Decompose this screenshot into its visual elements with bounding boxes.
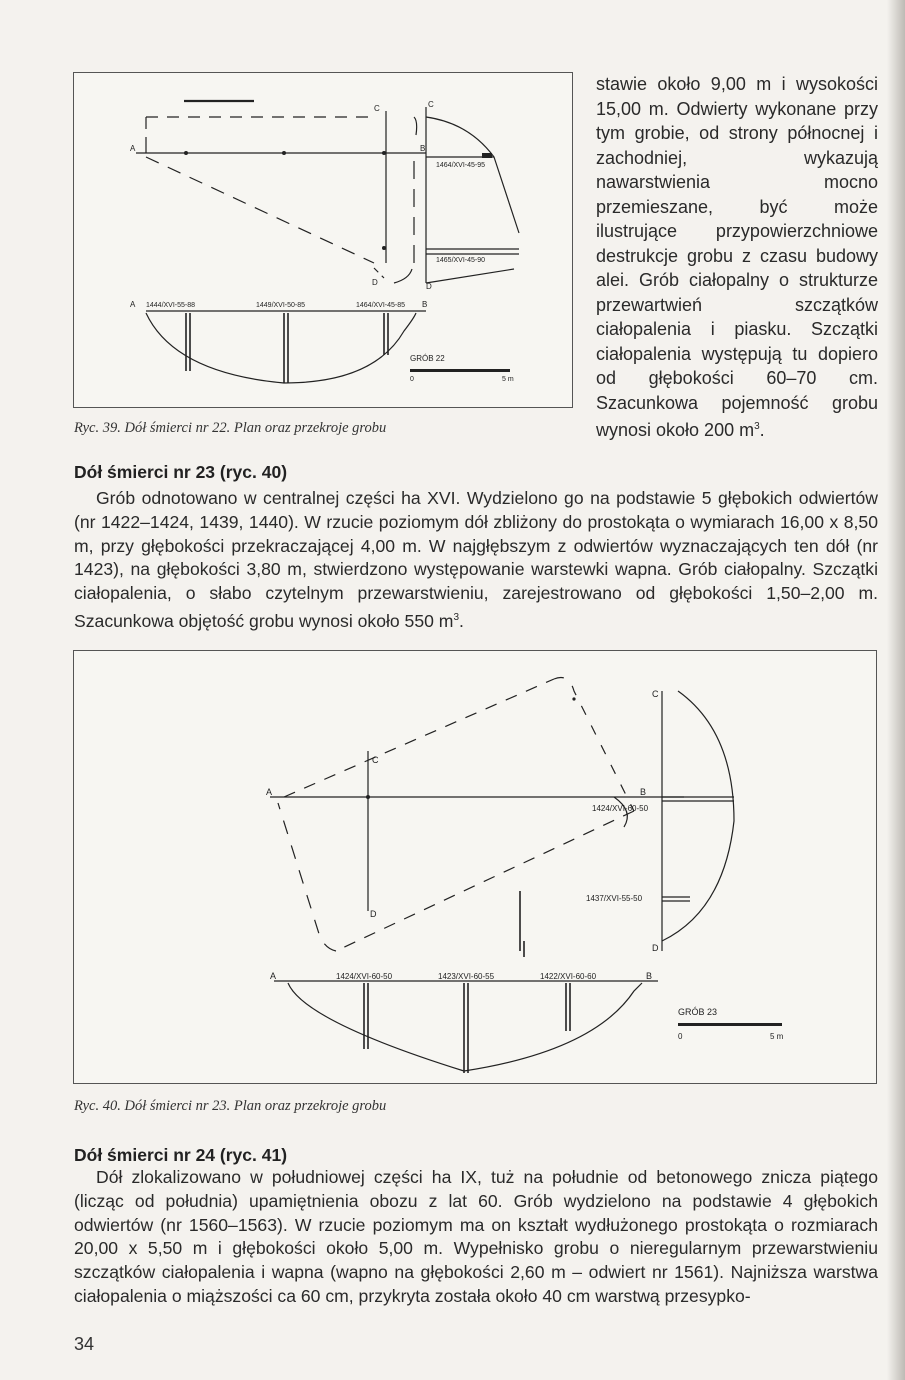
- fig39-label-c: C: [374, 104, 380, 113]
- section-24-heading: Dół śmierci nr 24 (ryc. 41): [74, 1145, 288, 1165]
- page-number: 34: [74, 1334, 95, 1354]
- fig40-label-b2: B: [646, 971, 653, 981]
- page-edge-shadow: [887, 0, 905, 1380]
- fig39-label-c2: C: [428, 100, 434, 109]
- figure-40: [73, 650, 877, 1084]
- fig39-label-b: B: [420, 144, 426, 153]
- fig39-label-a2: A: [130, 300, 136, 309]
- fig39-sample-1: 1444/XVI-55-88: [146, 302, 196, 309]
- fig40-scale-end: 5 m: [770, 1032, 784, 1041]
- figure-39: [73, 72, 573, 408]
- fig40-sample-4: 1422/XVI-60-60: [540, 972, 597, 981]
- fig40-label-d2: D: [652, 943, 659, 953]
- figure-39-drawing: [74, 73, 572, 407]
- fig39-sample-5: 1465/XVI-45-90: [436, 257, 486, 264]
- side-text-end: .: [759, 420, 765, 440]
- side-text-body: stawie około 9,00 m i wysokości 15,00 m. Odwierty wykonane przy tym grobie, od strony północnej i zachodniej, wykazują nawarstwienia mocno przemieszane, być może ilustrujące przypowierzchniowe destrukcje grobu z czasu budowy alei. Grób ciałopalny o strukturze przewartwień szczątków ciałopalenia i piasku. Szczątki ciałopalenia występują tu dopiero od głębokości 60–70 cm. Szacunkowa pojemność grobu wynosi około 200 m: [596, 74, 878, 440]
- fig40-sample-1: 1424/XVI-60-50: [592, 804, 649, 813]
- section-23-end: .: [459, 610, 464, 631]
- fig39-sample-4: 1464/XVI-45-95: [436, 162, 486, 169]
- fig39-label-d2: D: [426, 282, 432, 291]
- fig39-label-b2: B: [422, 300, 428, 309]
- fig39-label-d: D: [372, 278, 378, 287]
- fig40-label-d: D: [370, 909, 377, 919]
- section-23-heading: Dół śmierci nr 23 (ryc. 40): [74, 462, 288, 482]
- fig40-scale-start: 0: [678, 1032, 683, 1041]
- figure-39-caption: Ryc. 39. Dół śmierci nr 22. Plan oraz przekroje grobu: [74, 420, 387, 436]
- fig39-scale-start: 0: [410, 376, 414, 383]
- fig40-sample-1-section: 1424/XVI-60-50: [336, 972, 393, 981]
- section-23-sup: 3: [453, 611, 460, 623]
- figure-40-caption: Ryc. 40. Dół śmierci nr 23. Plan oraz przekroje grobu: [74, 1098, 387, 1114]
- fig39-label-a: A: [130, 144, 136, 153]
- fig40-sample-3: 1423/XVI-60-55: [438, 972, 495, 981]
- side-text-sup: 3: [754, 421, 760, 432]
- side-text: [596, 72, 878, 443]
- fig40-label-c: C: [372, 755, 379, 765]
- fig39-sample-2: 1449/XVI-50-85: [256, 302, 306, 309]
- fig40-label-a: A: [266, 787, 273, 797]
- section-24-text: Dół zlokalizowano w południowej części ha IX, tuż na południe od betonowego znicza piątego (licząc od południa) upamiętnienia obozu z lat 60. Grób wydzielono na podstawie 4 głębokich odwiertów (nr 1560–1563). W rzucie poziomym ma on kształt wydłużonego prostokąta o rozmiarach 20,00 x 5,50 m i głębokości około 5,00 m. Wypełnisko grobu o nieregularnym przewarstwieniu szczątków ciałopalenia i wapna (wapno na głębokości 2,60 m – odwiert nr 1561). Najniższa warstwa ciałopalenia o miąższości ca 60 cm, przykryta została około 40 cm warstwą przesypko-: [74, 1167, 878, 1306]
- section-23-body: Grób odnotowano w centralnej części ha XVI. Wydzielono go na podstawie 5 głębokich odwiertów (nr 1422–1424, 1439, 1440). W rzucie poziomym dół zbliżony do prostokąta o wymiarach 16,00 x 8,50 m, przy głębokości przekraczającej 4,00 m. W najgłębszym z odwiertów wyznaczających ten dół (nr 1423), na głębokości 3,80 m, stwierdzono występowanie warstewki wapna. Grób ciałopalny. Szczątki ciałopalenia, o słabo czytelnym przewarstwieniu, zarejestrowano od głębokości 1,50–2,00 m. Szacunkowa objętość grobu wynosi około 550 m: [74, 488, 878, 631]
- fig39-scale-end: 5 m: [502, 376, 514, 383]
- fig39-grob-label: GRÓB 22: [410, 354, 445, 363]
- figure-40-drawing: [74, 651, 876, 1083]
- fig40-label-c2: C: [652, 689, 659, 699]
- fig40-label-b: B: [640, 787, 647, 797]
- section-23-text: [74, 487, 878, 634]
- fig39-sample-3: 1464/XVI-45-85: [356, 302, 406, 309]
- fig40-label-a2: A: [270, 971, 277, 981]
- fig40-grob-label: GRÓB 23: [678, 1007, 718, 1017]
- fig40-sample-2: 1437/XVI-55-50: [586, 894, 643, 903]
